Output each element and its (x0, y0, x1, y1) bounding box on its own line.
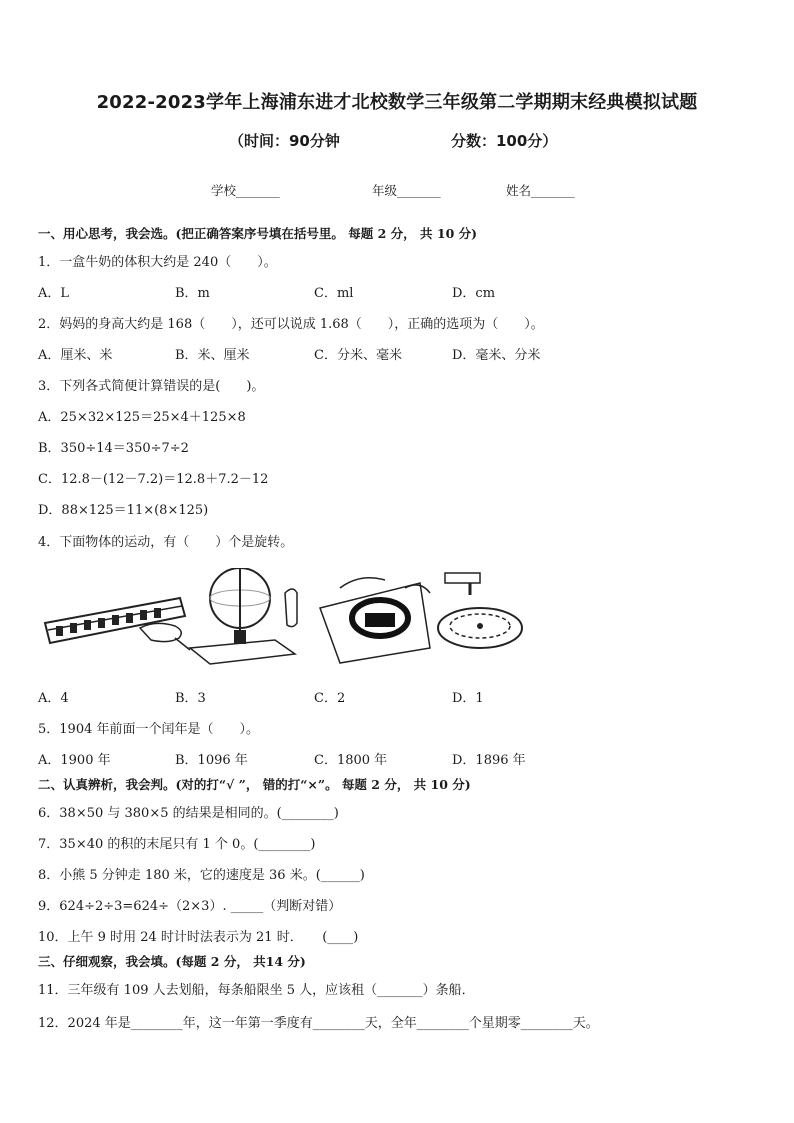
question-10: 10．上午 9 时用 24 时计时法表示为 21 时． (____) (38, 930, 359, 945)
question-9: 9．624÷2÷3=624÷（2×3）. _____（判断对错） (38, 899, 342, 914)
q1-option-d: D．cm (452, 286, 496, 301)
section-2-heading: 二、认真辨析，我会判。(对的打“√ ”， 错的打“×”。 每题 2 分， 共 10 分) (38, 777, 471, 792)
page-title: 2022-2023学年上海浦东进才北校数学三年级第二学期期末经典模拟试题 (96, 92, 698, 113)
q3-option-c: C．12.8－(12－7.2)＝12.8＋7.2－12 (38, 472, 269, 487)
q2-option-d: D．毫米、分米 (452, 348, 541, 363)
q1-option-c: C．ml (314, 286, 354, 301)
faucet-illustration (438, 573, 522, 648)
question-3: 3．下列各式简便计算错误的是( )。 (38, 379, 265, 394)
question-5: 5．1904 年前面一个闰年是（ ）。 (38, 722, 259, 737)
q3-option-a: A．25×32×125＝25×4＋125×8 (38, 410, 246, 425)
exam-score: 分数：100分） (451, 132, 558, 150)
q5-option-c: C．1800 年 (314, 753, 388, 768)
section-3-heading: 三、仔细观察，我会填。(每题 2 分， 共14 分) (38, 954, 306, 969)
q4-option-a: A．4 (38, 691, 69, 706)
q4-option-d: D．1 (452, 691, 484, 706)
question-7: 7．35×40 的积的末尾只有 1 个 0。(________) (38, 837, 316, 852)
question-11: 11．三年级有 109 人去划船，每条船限坐 5 人，应该租（_______）条船． (38, 983, 475, 998)
q4-illustrations (40, 568, 540, 668)
q1-option-b: B．m (175, 286, 210, 301)
exam-time: （时间：90分钟 (229, 132, 340, 150)
q5-option-d: D．1896 年 (452, 753, 526, 768)
q3-option-d: D．88×125＝11×(8×125) (38, 503, 209, 518)
section-1-heading: 一、用心思考，我会选。(把正确答案序号填在括号里。 每题 2 分， 共 10 分) (38, 226, 478, 241)
name-field: 姓名_______ (506, 183, 575, 198)
abacus-illustration (45, 598, 190, 650)
question-2: 2．妈妈的身高大约是 168（ ），还可以说成 1.68（ ），正确的选项为（ ）。 (38, 317, 544, 332)
steering-wheel-illustration (320, 578, 430, 663)
q4-option-b: B．3 (175, 691, 206, 706)
q2-option-c: C．分米、毫米 (314, 348, 402, 363)
school-field: 学校_______ (211, 183, 280, 198)
q3-option-b: B．350÷14＝350÷7÷2 (38, 441, 189, 456)
globe-illustration (190, 568, 297, 664)
q5-option-b: B．1096 年 (175, 753, 248, 768)
q2-option-b: B．米、厘米 (175, 348, 250, 363)
question-4: 4．下面物体的运动，有（ ）个是旋转。 (38, 535, 294, 550)
question-8: 8．小熊 5 分钟走 180 米，它的速度是 36 米。(______) (38, 868, 365, 883)
question-1: 1．一盒牛奶的体积大约是 240（ ）。 (38, 255, 277, 270)
question-12: 12．2024 年是________年，这一年第一季度有________天，全年________个星期零________天。 (38, 1016, 599, 1031)
q5-option-a: A．1900 年 (38, 753, 111, 768)
question-6: 6．38×50 与 380×5 的结果是相同的。(________) (38, 806, 339, 821)
q2-option-a: A．厘米、米 (38, 348, 113, 363)
grade-field: 年级_______ (372, 183, 441, 198)
q4-option-c: C．2 (314, 691, 346, 706)
q1-option-a: A．L (38, 286, 70, 301)
